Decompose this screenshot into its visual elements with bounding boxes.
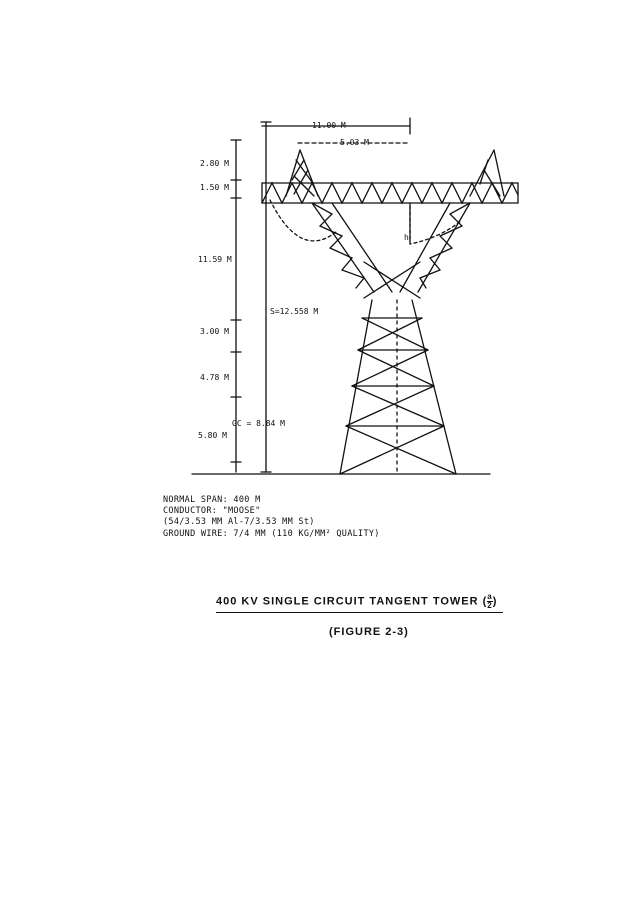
figure-title	[216, 593, 497, 610]
dim-label-d1: 2.80 M	[200, 159, 229, 168]
dim-label-d3: 11.59 M	[198, 255, 232, 264]
tower-body	[340, 300, 456, 474]
figure-title-underline	[216, 612, 503, 613]
tower-peak-left	[286, 150, 318, 196]
figure-number: (FIGURE 2-3)	[329, 626, 409, 638]
dim-label-d4: 3.00 M	[200, 327, 229, 336]
spec-line-span: NORMAL SPAN: 400 M	[163, 495, 261, 505]
dim-label-top-width: 11.00 M	[312, 121, 346, 130]
spec-line-strands: (54/3.53 MM Al-7/3.53 MM St)	[163, 517, 315, 527]
dim-label-arm-width: 5.03 M	[340, 138, 369, 147]
insulator-mark: h	[404, 233, 409, 242]
dim-label-gc: GC = 8.84 M	[232, 419, 285, 428]
dim-label-d6: 5.80 M	[198, 431, 227, 440]
tower-cross-arm	[262, 183, 518, 203]
fraction-numerator: a	[487, 592, 493, 601]
dim-label-span: S=12.558 M	[270, 307, 319, 316]
tower-waist	[312, 203, 470, 298]
dim-label-d2: 1.50 M	[200, 183, 229, 192]
dim-label-d5: 4.78 M	[200, 373, 229, 382]
spec-line-conductor: CONDUCTOR: "MOOSE"	[163, 506, 261, 516]
spec-line-ground-wire: GROUND WIRE: 7/4 MM (110 KG/MM² QUALITY)	[163, 529, 380, 539]
fraction-denominator: 2	[487, 601, 493, 610]
figure-title-close: )	[492, 595, 498, 608]
figure-title-text: 400 KV SINGLE CIRCUIT TANGENT TOWER (	[216, 595, 488, 608]
